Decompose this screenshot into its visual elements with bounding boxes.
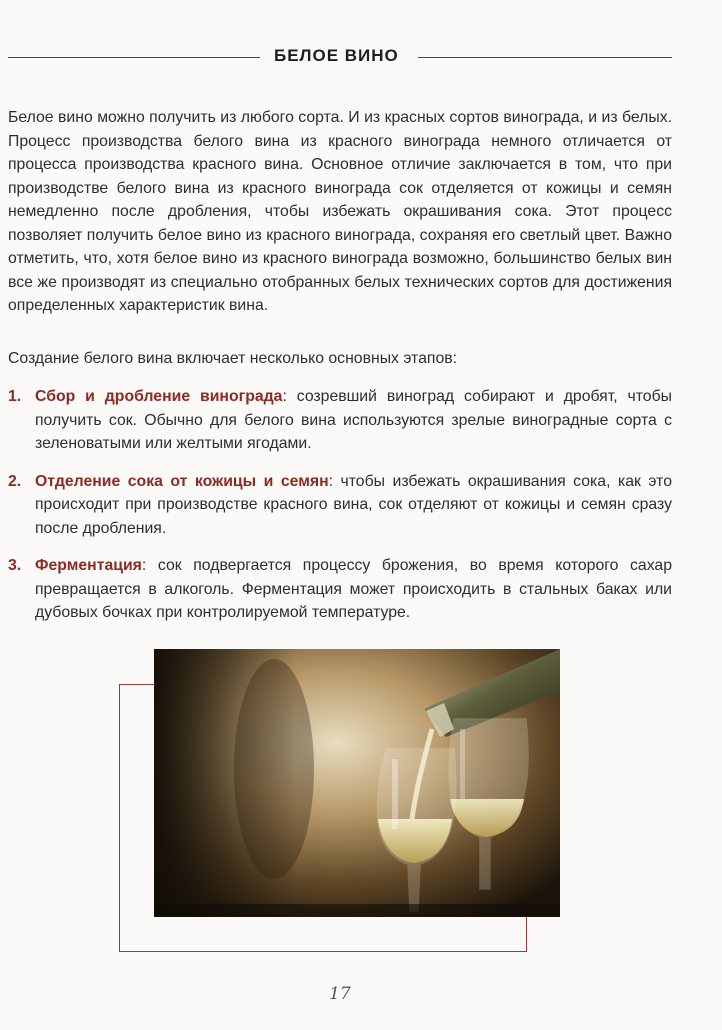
stage-number: 3. [8,557,22,574]
stage-term: Сбор и дробление винограда [35,388,283,405]
intro-paragraph: Белое вино можно получить из любого сорта. И из красных сортов винограда, и из белых. Процесс производства белого вина из красного винограда немного отличается от процесса производства красного вина. Основное отличие заключается в том, что при производстве белого вина из красного винограда сок отделяется от кожицы и семян немедленно после дробления, чтобы избежать окрашивания сока. Этот процесс позволяет получить белое вино из красного винограда, сохраняя его светлый цвет. Важно отметить, что, хотя белое вино из красного винограда возможно, большинство белых вин все же производят из специально отобранных белых технических сортов для достижения определенных характеристик вина. [8,109,672,314]
stage-description: : сок подвергается процессу брожения, во время которого сахар превращается в алкоголь. Ферментация может происходить в стальных баках или дубовых бочках при контролируемой температуре. [35,557,672,621]
stage-description: : чтобы избежать окрашивания сока, как это происходит при производстве красного вина, сок отделяют от кожицы и семян сразу после дробления. [35,472,672,537]
stages-lead-paragraph: Создание белого вина включает несколько основных этапов: [8,350,458,367]
stage-description: : созревший виноград собирают и дробят, чтобы получить сок. Обычно для белого вина используются зрелые виноградные сорта с зеленоватыми или желтыми ягодами. [35,388,672,452]
header-rule-right [418,57,672,58]
stage-term: Ферментация [35,557,142,574]
stage-item [8,385,672,456]
stage-number: 2. [8,472,22,490]
stage-item [8,554,672,625]
stage-term: Отделение сока от кожицы и семян [35,472,329,490]
section-title: БЕЛОЕ ВИНО [274,46,399,65]
wine-glasses-photo [154,649,560,917]
section-header [8,44,672,70]
wine-glasses-illustration [154,649,560,917]
stage-number: 1. [8,388,22,405]
header-rule-left [8,57,260,58]
stages-list [8,385,672,625]
page-number: 17 [329,984,351,1004]
stage-item [8,470,672,541]
